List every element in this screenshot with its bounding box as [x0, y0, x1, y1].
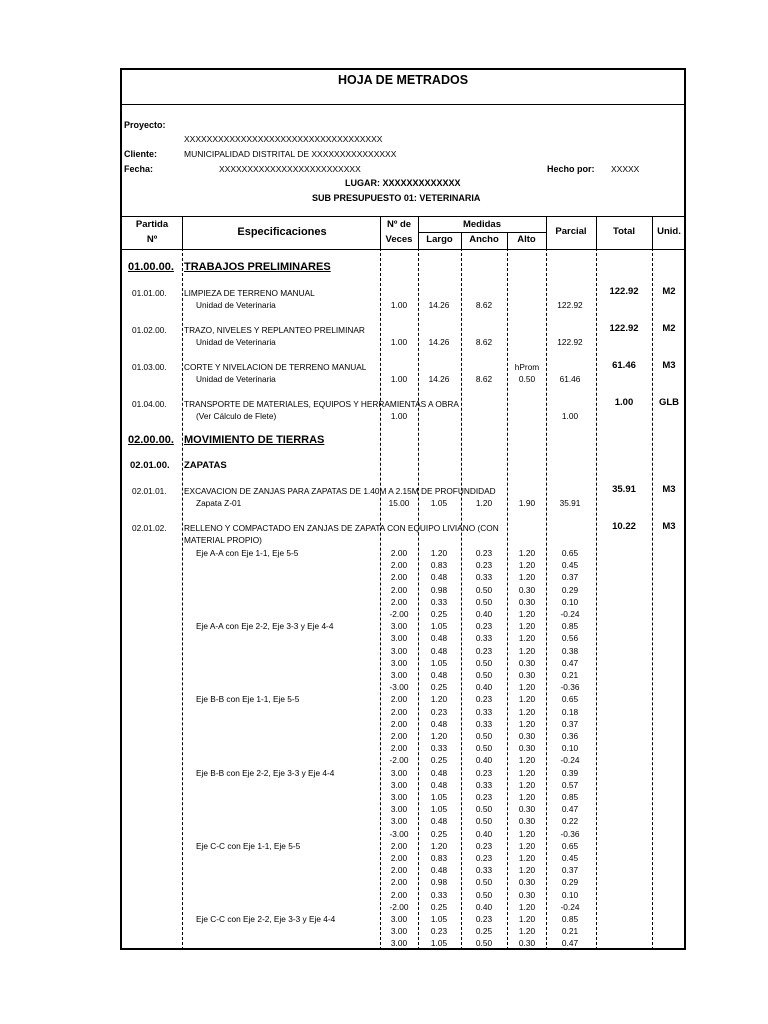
relleno-largo: 0.83 [430, 853, 448, 863]
relleno-group-label: Eje C-C con Eje 2-2, Eje 3-3 y Eje 4-4 [196, 914, 336, 924]
relleno-veces: 2.00 [390, 731, 408, 741]
relleno-veces: 2.00 [390, 706, 408, 717]
cliente-label: Cliente: [124, 149, 158, 159]
relleno-alto: 0.30 [518, 584, 536, 595]
relleno-veces: 3.00 [390, 621, 408, 632]
relleno-alto: 1.20 [518, 633, 536, 644]
item-total: 10.22 [612, 521, 636, 532]
relleno-veces: 3.00 [390, 645, 408, 656]
relleno-veces: -3.00 [389, 828, 409, 839]
relleno-parcial: 0.85 [561, 914, 579, 924]
relleno-parcial: 0.38 [561, 645, 579, 656]
header-alto: Alto [517, 234, 536, 245]
relleno-alto: 0.30 [518, 670, 536, 680]
relleno-group-label: Eje C-C con Eje 1-1, Eje 5-5 [196, 840, 301, 851]
relleno-parcial: 0.45 [561, 853, 579, 863]
relleno-largo: 1.20 [430, 694, 448, 705]
row-ancho: 8.62 [475, 374, 493, 384]
relleno-parcial: 0.45 [561, 560, 579, 571]
relleno-ancho: 0.50 [475, 596, 493, 607]
relleno-ancho: 0.50 [475, 670, 493, 680]
relleno-largo: 0.48 [430, 633, 448, 644]
relleno-ancho: 0.33 [475, 706, 493, 717]
relleno-ancho: 0.33 [475, 865, 493, 876]
relleno-alto: 0.30 [518, 938, 536, 949]
relleno-parcial: -0.24 [560, 609, 580, 619]
relleno-parcial: 0.47 [561, 938, 579, 949]
row-label: Unidad de Veterinaria [196, 374, 276, 384]
cliente-value: MUNICIPALIDAD DISTRITAL DE XXXXXXXXXXXXXXX [184, 149, 397, 159]
relleno-veces: 2.00 [390, 572, 408, 583]
item-total: 122.92 [609, 323, 639, 334]
relleno-alto: 1.20 [518, 718, 536, 729]
relleno-parcial: 0.29 [561, 584, 579, 595]
relleno-largo: 0.33 [430, 889, 448, 900]
relleno-parcial: 0.37 [561, 865, 579, 876]
relleno-largo: 0.48 [430, 718, 448, 729]
relleno-ancho: 0.50 [475, 877, 493, 888]
relleno-alto: 0.30 [518, 877, 536, 888]
relleno-ancho: 0.23 [475, 621, 493, 632]
row-veces: 1.00 [390, 300, 408, 310]
row-largo: 14.26 [428, 300, 450, 310]
item-unid: M3 [662, 484, 676, 495]
item-unid: GLB [658, 397, 680, 408]
relleno-largo: 1.05 [430, 804, 448, 815]
relleno-ancho: 0.40 [475, 682, 493, 693]
relleno-veces: 2.00 [390, 743, 408, 754]
item-total: 35.91 [612, 484, 636, 495]
item-desc: TRANSPORTE DE MATERIALES, EQUIPOS Y HERRAMIENTAS A OBRA [184, 399, 459, 409]
relleno-parcial: 0.39 [561, 767, 579, 778]
relleno-group-label: Eje A-A con Eje 1-1, Eje 5-5 [196, 548, 299, 558]
relleno-alto: 1.20 [518, 792, 536, 802]
relleno-largo: 1.05 [430, 657, 448, 668]
relleno-largo: 0.33 [430, 596, 448, 607]
relleno-veces: 3.00 [390, 804, 408, 815]
relleno-largo: 0.23 [430, 926, 448, 937]
relleno-ancho: 0.50 [475, 584, 493, 595]
relleno-parcial: 0.10 [561, 889, 579, 900]
relleno-ancho: 0.50 [475, 743, 493, 754]
relleno-alto: 1.20 [518, 560, 536, 571]
relleno-parcial: 0.36 [561, 731, 579, 741]
relleno-ancho: 0.40 [475, 609, 493, 619]
table-header [122, 216, 684, 250]
relleno-alto: 1.20 [518, 767, 536, 778]
item-code: 01.02.00. [132, 325, 167, 335]
row-ancho: 8.62 [475, 300, 493, 310]
relleno-ancho: 0.40 [475, 755, 493, 766]
relleno-parcial: 0.85 [561, 792, 579, 802]
proyecto-label: Proyecto: [124, 120, 166, 130]
relleno-largo: 0.25 [430, 828, 448, 839]
relleno-veces: 2.00 [390, 840, 408, 851]
item-code: 02.01.02. [132, 523, 167, 533]
relleno-parcial: 0.18 [561, 706, 579, 717]
row-label: Unidad de Veterinaria [196, 300, 276, 310]
row-alto: 1.90 [518, 498, 536, 508]
relleno-ancho: 0.33 [475, 718, 493, 729]
relleno-ancho: 0.50 [475, 804, 493, 815]
relleno-group-label: Eje A-A con Eje 2-2, Eje 3-3 y Eje 4-4 [196, 621, 334, 632]
item-code: 02.01.01. [132, 486, 167, 496]
relleno-largo: 0.25 [430, 901, 448, 912]
row-label: Zapata Z-01 [196, 498, 242, 508]
relleno-parcial: 0.47 [561, 804, 579, 815]
relleno-veces: 3.00 [390, 670, 408, 680]
item-desc: EXCAVACION DE ZANJAS PARA ZAPATAS DE 1.40M A 2.15M DE PROFUNDIDAD [184, 486, 496, 496]
relleno-largo: 0.25 [430, 609, 448, 619]
fecha-value: XXXXXXXXXXXXXXXXXXXXXXXXX [219, 164, 361, 174]
relleno-parcial: 0.47 [561, 657, 579, 668]
header-especificaciones: Especificaciones [237, 226, 327, 238]
fecha-label: Fecha: [124, 164, 154, 174]
relleno-parcial: 0.37 [561, 572, 579, 583]
relleno-alto: 1.20 [518, 572, 536, 583]
row-parcial: 122.92 [557, 300, 583, 310]
header-partida-no: Nº [146, 234, 158, 245]
relleno-alto: 1.20 [518, 901, 536, 912]
relleno-ancho: 0.33 [475, 572, 493, 583]
item-code: 01.01.00. [132, 288, 167, 298]
relleno-ancho: 0.40 [475, 828, 493, 839]
relleno-largo: 0.23 [430, 706, 448, 717]
item-unid: M2 [662, 286, 676, 297]
relleno-parcial: -0.24 [560, 901, 580, 912]
item-unid: M3 [662, 360, 676, 371]
relleno-parcial: 0.22 [561, 816, 579, 827]
relleno-veces: 2.00 [390, 889, 408, 900]
row-alto: 0.50 [518, 374, 536, 384]
row-parcial: 122.92 [557, 337, 583, 347]
relleno-veces: -2.00 [389, 755, 409, 766]
relleno-largo: 1.05 [430, 621, 448, 632]
subsection-title: ZAPATAS [184, 460, 227, 471]
relleno-ancho: 0.50 [475, 938, 493, 949]
row-label: Unidad de Veterinaria [196, 337, 276, 347]
relleno-ancho: 0.23 [475, 853, 493, 863]
relleno-largo: 0.48 [430, 572, 448, 583]
row-largo: 14.26 [428, 374, 450, 384]
sheet-title: HOJA DE METRADOS [122, 70, 684, 105]
relleno-parcial: 0.65 [561, 548, 579, 558]
relleno-alto: 1.20 [518, 621, 536, 632]
relleno-alto: 1.20 [518, 682, 536, 693]
section-code: 02.00.00. [128, 434, 174, 446]
relleno-veces: 2.00 [390, 877, 408, 888]
relleno-largo: 0.25 [430, 755, 448, 766]
relleno-parcial: 0.21 [561, 926, 579, 937]
relleno-veces: 2.00 [390, 865, 408, 876]
relleno-veces: 3.00 [390, 816, 408, 827]
item-unid: M2 [662, 323, 676, 334]
relleno-parcial: -0.36 [560, 828, 580, 839]
item-desc: CORTE Y NIVELACION DE TERRENO MANUAL [184, 362, 367, 372]
relleno-ancho: 0.40 [475, 901, 493, 912]
proyecto-value: XXXXXXXXXXXXXXXXXXXXXXXXXXXXXXXXXXX [184, 134, 383, 144]
relleno-alto: 1.20 [518, 926, 536, 937]
relleno-parcial: 0.57 [561, 779, 579, 790]
relleno-ancho: 0.23 [475, 694, 493, 705]
item-total: 122.92 [609, 286, 639, 297]
relleno-largo: 1.05 [430, 938, 448, 949]
relleno-parcial: 0.85 [561, 621, 579, 632]
relleno-largo: 1.20 [430, 840, 448, 851]
relleno-largo: 0.98 [430, 584, 448, 595]
item-total: 61.46 [612, 360, 636, 371]
row-veces: 1.00 [390, 374, 408, 384]
metrados-sheet [120, 68, 686, 950]
relleno-parcial: 0.29 [561, 877, 579, 888]
header-partida: Partida [135, 219, 169, 230]
header-medidas: Medidas [462, 219, 501, 230]
row-parcial: 61.46 [559, 374, 581, 384]
relleno-largo: 0.25 [430, 682, 448, 693]
relleno-veces: 2.00 [390, 584, 408, 595]
section-code: 01.00.00. [128, 261, 174, 273]
item-desc: TRAZO, NIVELES Y REPLANTEO PRELIMINAR [184, 325, 365, 335]
relleno-ancho: 0.23 [475, 548, 493, 558]
relleno-group-label: Eje B-B con Eje 2-2, Eje 3-3 y Eje 4-4 [196, 767, 335, 778]
relleno-alto: 1.20 [518, 706, 536, 717]
relleno-alto: 0.30 [518, 816, 536, 827]
relleno-veces: -2.00 [389, 609, 409, 619]
relleno-veces: 2.00 [390, 596, 408, 607]
relleno-ancho: 0.50 [475, 731, 493, 741]
item-total: 1.00 [614, 397, 634, 408]
row-veces: 1.00 [390, 337, 408, 347]
hecho-por-value: XXXXX [611, 164, 640, 174]
item-desc-cont: MATERIAL PROPIO) [184, 535, 262, 545]
relleno-largo: 0.98 [430, 877, 448, 888]
item-unid: M3 [662, 521, 676, 532]
relleno-alto: 1.20 [518, 755, 536, 766]
relleno-parcial: -0.36 [560, 682, 580, 693]
relleno-veces: -2.00 [389, 901, 409, 912]
relleno-parcial: 0.21 [561, 670, 579, 680]
relleno-parcial: -0.24 [560, 755, 580, 766]
relleno-veces: -3.00 [389, 682, 409, 693]
relleno-veces: 2.00 [390, 694, 408, 705]
relleno-parcial: 0.56 [561, 633, 579, 644]
section-title: MOVIMIENTO DE TIERRAS [184, 434, 325, 446]
row-veces: 15.00 [388, 498, 410, 508]
relleno-largo: 1.20 [430, 548, 448, 558]
row-parcial: 35.91 [559, 498, 581, 508]
item-code: 01.04.00. [132, 399, 167, 409]
relleno-parcial: 0.10 [561, 743, 579, 754]
relleno-parcial: 0.65 [561, 694, 579, 705]
relleno-largo: 0.48 [430, 779, 448, 790]
item-code: 01.03.00. [132, 362, 167, 372]
relleno-ancho: 0.50 [475, 657, 493, 668]
relleno-largo: 0.48 [430, 670, 448, 680]
relleno-veces: 3.00 [390, 779, 408, 790]
relleno-ancho: 0.23 [475, 792, 493, 802]
header-n-de: Nº de [386, 219, 412, 230]
item-desc: RELLENO Y COMPACTADO EN ZANJAS DE ZAPATA CON EQUIPO LIVIANO (CON [184, 523, 499, 533]
relleno-ancho: 0.23 [475, 560, 493, 571]
relleno-alto: 0.30 [518, 804, 536, 815]
relleno-alto: 0.30 [518, 743, 536, 754]
relleno-ancho: 0.23 [475, 767, 493, 778]
relleno-largo: 1.05 [430, 792, 448, 802]
row-ancho: 8.62 [475, 337, 493, 347]
relleno-veces: 3.00 [390, 938, 408, 949]
relleno-largo: 0.48 [430, 645, 448, 656]
relleno-alto: 0.30 [518, 889, 536, 900]
relleno-largo: 0.48 [430, 767, 448, 778]
row-largo: 1.05 [430, 498, 448, 508]
row-parcial: 1.00 [561, 411, 579, 421]
relleno-alto: 1.20 [518, 609, 536, 619]
relleno-alto: 0.30 [518, 657, 536, 668]
row-ancho: 1.20 [475, 498, 493, 508]
header-veces: Veces [385, 234, 413, 245]
relleno-ancho: 0.25 [475, 926, 493, 937]
relleno-largo: 0.48 [430, 865, 448, 876]
relleno-veces: 3.00 [390, 792, 408, 802]
row-veces: 1.00 [390, 411, 408, 421]
relleno-ancho: 0.50 [475, 889, 493, 900]
relleno-largo: 1.05 [430, 914, 448, 924]
relleno-veces: 3.00 [390, 914, 408, 924]
relleno-veces: 2.00 [390, 718, 408, 729]
relleno-veces: 3.00 [390, 926, 408, 937]
relleno-parcial: 0.37 [561, 718, 579, 729]
relleno-alto: 0.30 [518, 731, 536, 741]
relleno-alto: 0.30 [518, 596, 536, 607]
relleno-largo: 0.33 [430, 743, 448, 754]
relleno-largo: 1.20 [430, 731, 448, 741]
lugar: LUGAR: XXXXXXXXXXXXX [345, 178, 461, 188]
item-desc: LIMPIEZA DE TERRENO MANUAL [184, 288, 315, 298]
relleno-alto: 1.20 [518, 853, 536, 863]
relleno-alto: 1.20 [518, 548, 536, 558]
header-total: Total [613, 226, 635, 237]
relleno-ancho: 0.33 [475, 779, 493, 790]
relleno-alto: 1.20 [518, 840, 536, 851]
header-unid: Unid. [657, 226, 681, 237]
hprom-label: hProm [514, 362, 540, 372]
relleno-largo: 0.83 [430, 560, 448, 571]
hecho-por-label: Hecho por: [547, 164, 595, 174]
relleno-parcial: 0.65 [561, 840, 579, 851]
relleno-group-label: Eje B-B con Eje 1-1, Eje 5-5 [196, 694, 300, 705]
relleno-alto: 1.20 [518, 779, 536, 790]
relleno-veces: 2.00 [390, 548, 408, 558]
section-title: TRABAJOS PRELIMINARES [184, 261, 331, 273]
header-largo: Largo [426, 234, 453, 245]
header-ancho: Ancho [469, 234, 499, 245]
relleno-veces: 3.00 [390, 657, 408, 668]
relleno-veces: 3.00 [390, 767, 408, 778]
relleno-ancho: 0.33 [475, 633, 493, 644]
row-largo: 14.26 [428, 337, 450, 347]
row-label: (Ver Cálculo de Flete) [196, 411, 277, 421]
relleno-ancho: 0.23 [475, 645, 493, 656]
relleno-alto: 1.20 [518, 645, 536, 656]
relleno-alto: 1.20 [518, 694, 536, 705]
sub-presupuesto: SUB PRESUPUESTO 01: VETERINARIA [312, 193, 481, 203]
relleno-ancho: 0.50 [475, 816, 493, 827]
relleno-ancho: 0.23 [475, 914, 493, 924]
relleno-largo: 0.48 [430, 816, 448, 827]
relleno-alto: 1.20 [518, 865, 536, 876]
relleno-veces: 2.00 [390, 853, 408, 863]
relleno-veces: 2.00 [390, 560, 408, 571]
header-parcial: Parcial [555, 226, 587, 237]
relleno-alto: 1.20 [518, 828, 536, 839]
subsection-code: 02.01.00. [130, 460, 170, 471]
relleno-ancho: 0.23 [475, 840, 493, 851]
relleno-veces: 3.00 [390, 633, 408, 644]
relleno-alto: 1.20 [518, 914, 536, 924]
relleno-parcial: 0.10 [561, 596, 579, 607]
